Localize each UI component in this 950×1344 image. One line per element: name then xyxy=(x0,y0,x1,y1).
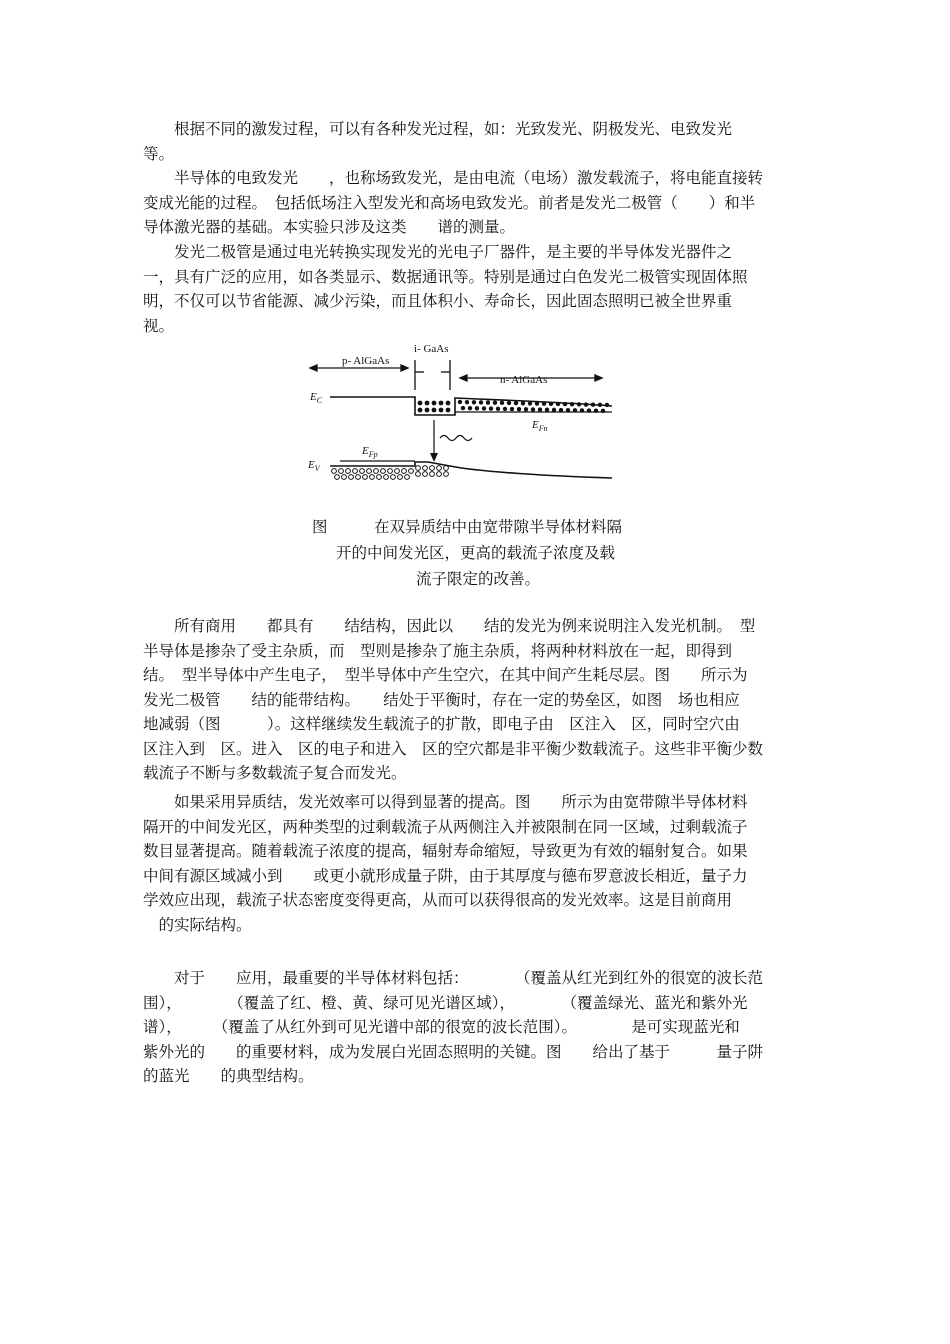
text-line: 视。 xyxy=(143,316,175,335)
electron-dot xyxy=(439,408,444,413)
hole-dot xyxy=(444,472,449,477)
electron-dot xyxy=(573,408,577,412)
electron-dot xyxy=(425,408,430,413)
hole-dot xyxy=(388,469,393,474)
hole-dot xyxy=(342,475,347,480)
hole-dot xyxy=(363,475,368,480)
hole-dot xyxy=(332,469,337,474)
hole-dot xyxy=(356,475,361,480)
electron-dot xyxy=(524,407,528,411)
paragraph-pn-junction xyxy=(143,614,810,786)
electron-dot xyxy=(510,407,514,411)
hole-dot xyxy=(339,469,344,474)
electron-dot xyxy=(500,401,504,405)
hole-dot xyxy=(377,475,382,480)
electron-dot xyxy=(458,400,462,404)
electron-dot xyxy=(482,406,486,410)
hole-dot xyxy=(423,472,428,477)
hole-dot xyxy=(370,475,375,480)
hole-dot xyxy=(353,469,358,474)
electron-dot xyxy=(489,406,493,410)
electron-dot xyxy=(468,406,472,410)
hole-dot xyxy=(367,469,372,474)
figure-caption-line: 开的中间发光区，更高的载流子浓度及载 xyxy=(336,544,616,562)
text-line: 所有商用 都具有 结结构，因此以 结的发光为例来说明注入发光机制。 型 xyxy=(143,617,756,635)
text-line: 半导体是掺杂了受主杂质，而 型则是掺杂了施主杂质，将两种材料放在一起，即得到 xyxy=(143,641,733,660)
hole-dot xyxy=(402,469,407,474)
label-ec: $E_C$ xyxy=(310,391,323,405)
electron-dot xyxy=(601,409,605,413)
electron-dot xyxy=(418,401,423,406)
hole-dots xyxy=(332,466,449,480)
text-line: 根据不同的激发过程，可以有各种发光过程，如：光致发光、阴极发光、电致发光 xyxy=(143,120,733,138)
text-line: 半导体的电致发光 ，也称场致发光，是由电流（电场）激发载流子，将电能直接转 xyxy=(143,169,764,187)
hole-dot xyxy=(349,475,354,480)
label-efn: $E_{Fn}$ xyxy=(532,419,548,433)
electron-dot xyxy=(465,400,469,404)
hole-dot xyxy=(391,475,396,480)
electron-dot xyxy=(461,406,465,410)
electron-dot xyxy=(517,407,521,411)
label-efp: $E_{Fp}$ xyxy=(362,445,378,459)
recombination-arrowhead xyxy=(430,453,438,462)
electron-dot xyxy=(446,408,451,413)
electron-dot xyxy=(538,407,542,411)
text-line: 变成光能的过程。 包括低场注入型发光和高场电致发光。前者是发光二极管（ ）和半 xyxy=(143,193,756,212)
electron-dot xyxy=(580,408,584,412)
electron-dot xyxy=(507,401,511,405)
hole-dot xyxy=(374,469,379,474)
hole-dot xyxy=(409,469,414,474)
electron-dot xyxy=(486,400,490,404)
electron-dot xyxy=(563,402,567,406)
electron-dot xyxy=(556,402,560,406)
electron-dot xyxy=(496,407,500,411)
label-ev: $E_V$ xyxy=(308,459,320,473)
text-line: 发光二极管 结的能带结构。 结处于平衡时，存在一定的势垒区，如图 场也相应 xyxy=(143,690,740,709)
electron-dots xyxy=(418,400,610,413)
text-line: 中间有源区域减小到 或更小就形成量子阱，由于其厚度与德布罗意波长相近，量子力 xyxy=(143,866,748,885)
electron-dot xyxy=(493,401,497,405)
hole-dot xyxy=(430,466,435,471)
text-line: 围）， （覆盖了红、橙、黄、绿可见光谱区域）， （覆盖绿光、蓝光和紫外光 xyxy=(143,993,748,1012)
text-line: 隔开的中间发光区，两种类型的过剩载流子从两侧注入并被限制在同一区域，过剩载流子 xyxy=(143,817,748,836)
electron-dot xyxy=(598,403,602,407)
electron-dot xyxy=(472,400,476,404)
hole-dot xyxy=(346,469,351,474)
electron-dot xyxy=(570,402,574,406)
label-n-algaas: n- AlGaAs xyxy=(500,374,548,386)
electron-dot xyxy=(528,401,532,405)
photon-wave-icon xyxy=(440,436,472,441)
text-line: 的实际结构。 xyxy=(143,915,252,934)
text-line: 一，具有广泛的应用，如各类显示、数据通讯等。特别是通过白色发光二极管实现固体照 xyxy=(143,267,748,286)
electron-dot xyxy=(514,401,518,405)
text-line: 学效应出现，载流子状态密度变得更高，从而可以获得很高的发光效率。这是目前商用 xyxy=(143,891,733,909)
hole-dot xyxy=(444,466,449,471)
hole-dot xyxy=(360,469,365,474)
paragraph-materials xyxy=(143,966,810,1089)
text-line: 对于 应用，最重要的半导体材料包括： （覆盖从红光到红外的很宽的波长范 xyxy=(143,969,764,987)
text-line: 紫外光的 的重要材料，成为发展白光固态照明的关键。图 给出了基于 量子阱 xyxy=(143,1042,764,1061)
electron-dot xyxy=(591,402,595,406)
electron-dot xyxy=(531,407,535,411)
label-p-algaas: p- AlGaAs xyxy=(342,355,390,367)
text-line: 发光二极管是通过电光转换实现发光的光电子厂器件，是主要的半导体发光器件之 xyxy=(143,243,733,261)
electron-dot xyxy=(446,401,451,406)
electron-dot xyxy=(566,408,570,412)
electron-dot xyxy=(475,406,479,410)
electron-dot xyxy=(584,402,588,406)
electron-dot xyxy=(535,401,539,405)
hole-dot xyxy=(437,472,442,477)
hole-dot xyxy=(437,466,442,471)
electron-dot xyxy=(479,400,483,404)
hole-dot xyxy=(395,469,400,474)
electron-dot xyxy=(577,402,581,406)
electron-dot xyxy=(549,402,553,406)
text-line: 明，不仅可以节省能源、减少污染，而且体积小、寿命长，因此固态照明已被全世界重 xyxy=(143,292,733,310)
text-line: 等。 xyxy=(143,144,175,163)
paragraph-led-intro xyxy=(143,240,810,338)
text-line: 如果采用异质结，发光效率可以得到显著的提高。图 所示为由宽带隙半导体材料 xyxy=(143,793,748,811)
hole-dot xyxy=(405,475,410,480)
text-line: 数目显著提高。随着载流子浓度的提高，辐射寿命缩短，导致更为有效的辐射复合。如果 xyxy=(143,842,748,860)
text-line: 载流子不断与多数载流子复合而发光。 xyxy=(143,764,407,782)
hole-dot xyxy=(384,475,389,480)
paragraph-electroluminescence xyxy=(143,166,810,240)
electron-dot xyxy=(521,401,525,405)
electron-dot xyxy=(439,401,444,406)
electron-dot xyxy=(605,403,609,407)
hole-dot xyxy=(398,475,403,480)
electron-dot xyxy=(418,408,423,413)
hole-dot xyxy=(416,472,421,477)
electron-dot xyxy=(545,408,549,412)
hole-dot xyxy=(430,472,435,477)
text-line: 地减弱（图 ）。这样继续发生载流子的扩散，即电子由 区注入 区，同时空穴由 xyxy=(143,715,740,733)
electron-dot xyxy=(425,401,430,406)
figure-caption-line: 流子限定的改善。 xyxy=(416,570,541,588)
electron-dot xyxy=(432,401,437,406)
hole-dot xyxy=(416,466,421,471)
figure-caption-line: 图 在双异质结中由宽带隙半导体材料隔 xyxy=(312,518,623,536)
label-i-gaas: i- GaAs xyxy=(414,343,449,355)
electron-dot xyxy=(594,409,598,413)
text-line: 谱）， （覆盖了从红外到可见光谱中部的很宽的波长范围）。 是可实现蓝光和 xyxy=(143,1018,740,1036)
hole-dot xyxy=(423,466,428,471)
hole-dot xyxy=(381,469,386,474)
text-line: 区注入到 区。进入 区的电子和进入 区的空穴都是非平衡少数载流子。这些非平衡少数 xyxy=(143,739,764,758)
hole-dot xyxy=(335,475,340,480)
text-line: 结。 型半导体中产生电子， 型半导体中产生空穴，在其中间产生耗尽层。图 所示为 xyxy=(143,666,748,684)
text-line: 导体激光器的基础。本实验只涉及这类 谱的测量。 xyxy=(143,218,516,236)
electron-dot xyxy=(503,407,507,411)
text-line: 的蓝光 的典型结构。 xyxy=(143,1067,314,1085)
paragraph-excitation xyxy=(143,117,810,166)
band-diagram-figure xyxy=(300,340,630,500)
electron-dot xyxy=(432,408,437,413)
electron-dot xyxy=(559,408,563,412)
paragraph-heterojunction xyxy=(143,790,810,937)
electron-dot xyxy=(587,408,591,412)
electron-dot xyxy=(542,401,546,405)
electron-dot xyxy=(552,408,556,412)
